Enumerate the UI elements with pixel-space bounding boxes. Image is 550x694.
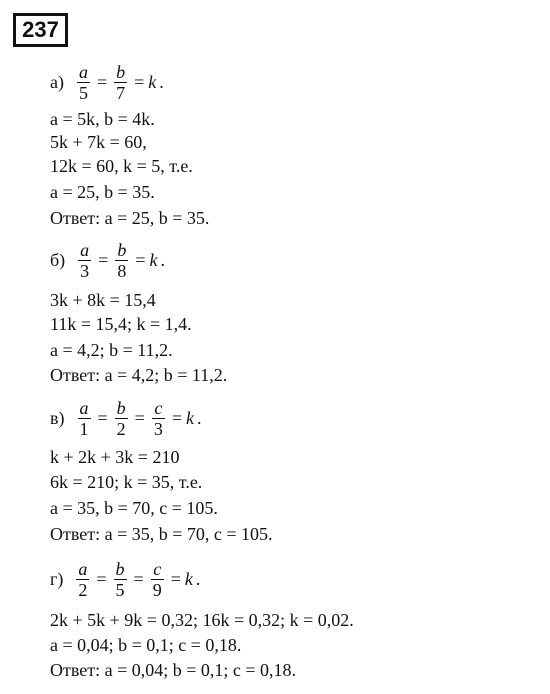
part-g-answer: Ответ: a = 0,04; b = 0,1; c = 0,18. <box>50 660 297 680</box>
part-g-header <box>50 559 200 600</box>
equals-sign: = <box>170 569 181 589</box>
part-v-line-2: 6k = 210; k = 35, т.е. <box>50 472 203 492</box>
part-a-line-4: a = 25, b = 35. <box>50 182 155 202</box>
part-b-header <box>50 240 165 281</box>
part-a-line-2: 5k + 7k = 60, <box>50 132 147 152</box>
part-b-fraction-2: $\frac{b}{8}$ <box>117 240 127 281</box>
part-v-result: k <box>185 408 194 428</box>
part-g-fraction-3: $\frac{c}{9}$ <box>152 559 162 600</box>
part-v-fraction-3: $\frac{c}{3}$ <box>153 398 163 439</box>
equals-sign: = <box>133 569 144 589</box>
equals-sign: = <box>98 250 109 270</box>
part-a-result: k <box>148 72 157 92</box>
equals-sign: = <box>96 569 107 589</box>
part-b-tail: . <box>160 250 165 270</box>
part-g-label: г) <box>50 569 64 589</box>
equals-sign: = <box>96 72 108 92</box>
equals-sign: = <box>134 408 145 428</box>
part-g-line-2: a = 0,04; b = 0,1; c = 0,18. <box>50 635 242 655</box>
part-v-answer: Ответ: a = 35, b = 70, c = 105. <box>50 524 273 544</box>
part-g-line-1: 2k + 5k + 9k = 0,32; 16k = 0,32; k = 0,02. <box>50 610 354 630</box>
part-a-answer: Ответ: a = 25, b = 35. <box>50 208 210 228</box>
equals-sign: = <box>134 72 145 92</box>
part-a-line-1: a = 5k, b = 4k. <box>50 109 155 129</box>
part-b-answer: Ответ: a = 4,2; b = 11,2. <box>50 365 228 385</box>
equals-sign: = <box>171 408 182 428</box>
part-v-header <box>50 398 201 439</box>
part-g-fraction-2: $\frac{b}{5}$ <box>115 559 125 600</box>
equals-sign: = <box>135 250 146 270</box>
part-b-result: k <box>149 250 158 270</box>
part-v-line-1: k + 2k + 3k = 210 <box>50 447 180 467</box>
part-b-line-1: 3k + 8k = 15,4 <box>50 290 156 310</box>
part-a-label: а) <box>50 72 64 92</box>
part-a-fraction-1: $\frac{a}{5}$ <box>78 62 88 103</box>
part-g-result: k <box>184 569 193 589</box>
part-a-tail: . <box>159 72 164 92</box>
part-g-fraction-1: $\frac{a}{2}$ <box>78 559 88 600</box>
part-v-tail: . <box>196 408 202 428</box>
part-v-fraction-2: $\frac{b}{2}$ <box>116 398 126 439</box>
part-a-header <box>50 62 164 103</box>
part-a-line-3: 12k = 60, k = 5, т.е. <box>50 156 193 176</box>
part-a-fraction-2: $\frac{b}{7}$ <box>116 62 126 103</box>
part-v-line-3: a = 35, b = 70, c = 105. <box>50 498 218 518</box>
part-v-label: в) <box>50 408 65 428</box>
part-b-line-3: a = 4,2; b = 11,2. <box>50 340 173 360</box>
part-v-fraction-1: $\frac{a}{1}$ <box>79 398 89 439</box>
part-b-fraction-1: $\frac{a}{3}$ <box>80 240 90 281</box>
problem-number: 237 <box>13 13 68 47</box>
part-b-line-2: 11k = 15,4; k = 1,4. <box>50 314 192 334</box>
part-g-tail: . <box>195 569 201 589</box>
equals-sign: = <box>97 408 108 428</box>
part-b-label: б) <box>50 250 66 270</box>
